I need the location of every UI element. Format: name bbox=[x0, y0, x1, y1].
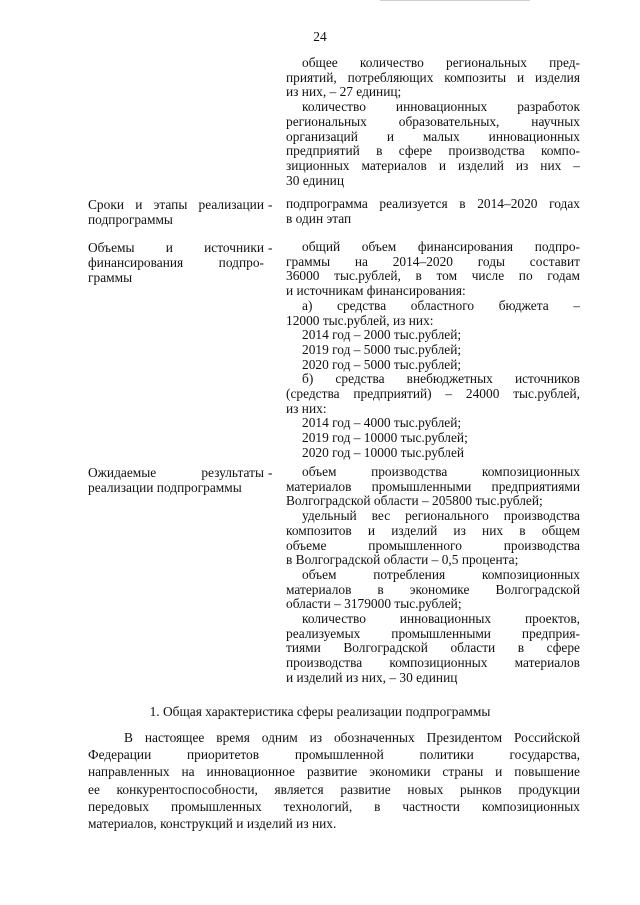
text-line: материалов, конструкций и изделий из них. bbox=[88, 816, 337, 832]
funding-year-line: 2014 год – 4000 тыс.рублей; bbox=[302, 415, 462, 431]
text-line: объем потребления композиционных bbox=[302, 566, 580, 582]
scan-edge-line bbox=[380, 0, 530, 1]
text-line: Волгоградской области – 205800 тыс.рублей; bbox=[286, 493, 543, 509]
text-line: из них, – 27 единиц; bbox=[286, 84, 402, 100]
indicators-content bbox=[286, 56, 580, 188]
text-line: и источникам финансирования: bbox=[286, 283, 466, 299]
text-line: ее конкурентоспособности, является развитие новых рынков продукции bbox=[88, 781, 580, 797]
text-line: Федерации приоритетов промышленной политики государства, bbox=[88, 747, 580, 763]
text-line: направленных на инновационное развитие экономики страны и повышение bbox=[88, 764, 580, 780]
text-line: зиционных материалов и изделий из них – bbox=[286, 157, 580, 173]
text-line: общий объем финансирования подпро- bbox=[302, 239, 580, 254]
text-line: композитов и изделий из них в общем bbox=[286, 522, 580, 538]
text-line: 30 единиц bbox=[286, 172, 344, 188]
indicator-innovative-developments bbox=[286, 100, 580, 188]
row-dash: - bbox=[268, 465, 273, 480]
funding-year-line: 2019 год – 5000 тыс.рублей; bbox=[302, 341, 462, 357]
text-line: в Волгоградской области – 0,5 процента; bbox=[286, 552, 519, 568]
text-line: материалов промышленными предприятиями bbox=[286, 478, 580, 494]
text-line: б) средства внебюджетных источников bbox=[302, 371, 580, 387]
text-line: граммы на 2014–2020 годы составит bbox=[286, 253, 580, 269]
text-line: предприятий в сфере производства компо- bbox=[286, 143, 580, 159]
text-line: в один этап bbox=[286, 210, 352, 226]
text-line: области – 3179000 тыс.рублей; bbox=[286, 596, 462, 612]
funding-label: Объемы и источники финансирования подпро- граммы bbox=[88, 240, 264, 285]
section-heading: 1. Общая характеристика сферы реализации подпрограммы bbox=[149, 704, 491, 719]
indicator-regional-enterprises bbox=[286, 56, 580, 100]
text-line: количество инновационных разработок bbox=[302, 99, 580, 115]
text-line: а) средства областного бюджета – bbox=[302, 297, 580, 313]
results-label: Ожидаемые результаты реализации подпрограммы bbox=[88, 465, 264, 495]
text-line: (средства предприятий) – 24000 тыс.рублей, bbox=[286, 386, 580, 402]
text-line: В настоящее время одним из обозначенных Президентом Российской bbox=[124, 730, 580, 745]
funding-year-line: 2020 год – 10000 тыс.рублей bbox=[302, 444, 465, 460]
terms-label: Сроки и этапы реализации подпрограммы bbox=[88, 197, 264, 227]
text-line: и изделий из них, – 30 единиц bbox=[286, 669, 458, 685]
text-line: региональных образовательных, научных bbox=[286, 113, 580, 129]
section-paragraph bbox=[88, 729, 580, 832]
page-number: 24 bbox=[313, 29, 327, 44]
text-line: подпрограмма реализуется в 2014–2020 годах bbox=[286, 196, 580, 211]
text-line: реализуемых промышленными предприя- bbox=[286, 625, 580, 641]
row-dash: - bbox=[268, 197, 273, 212]
text-line: приятий, потребляющих композиты и изделия bbox=[286, 69, 580, 85]
text-line: 12000 тыс.рублей, из них: bbox=[286, 312, 434, 328]
text-line: общее количество региональных пред- bbox=[302, 55, 580, 70]
text-line: объем производства композиционных bbox=[302, 464, 580, 479]
text-line: тиями Волгоградской области в сфере bbox=[286, 640, 580, 656]
text-line: 36000 тыс.рублей, в том числе по годам bbox=[286, 268, 580, 284]
results-content bbox=[286, 465, 580, 686]
text-line: количество инновационных проектов, bbox=[302, 611, 580, 627]
text-line: производства композиционных материалов bbox=[286, 655, 580, 671]
text-line: организаций и малых инновационных bbox=[286, 128, 580, 144]
text-line: материалов в экономике Волгоградской bbox=[286, 581, 580, 597]
terms-content bbox=[286, 197, 580, 226]
funding-content bbox=[286, 240, 580, 461]
row-dash: - bbox=[268, 240, 273, 255]
text-line: удельный вес регионального производства bbox=[302, 508, 580, 524]
result-innovative-projects bbox=[286, 612, 580, 686]
result-production-volume bbox=[286, 465, 580, 509]
text-line: передовых промышленных технологий, в частности композиционных bbox=[88, 798, 580, 814]
text-line: объеме промышленного производства bbox=[286, 537, 580, 553]
funding-extra-budget bbox=[286, 372, 580, 416]
result-consumption-volume bbox=[286, 568, 580, 612]
text-line: из них: bbox=[286, 400, 327, 416]
funding-year-line: 2020 год – 5000 тыс.рублей; bbox=[302, 356, 462, 372]
funding-intro bbox=[286, 240, 580, 299]
funding-year-line: 2014 год – 2000 тыс.рублей; bbox=[302, 327, 462, 343]
result-regional-share bbox=[286, 509, 580, 568]
funding-regional-budget bbox=[286, 299, 580, 328]
funding-year-line: 2019 год – 10000 тыс.рублей; bbox=[302, 430, 468, 446]
